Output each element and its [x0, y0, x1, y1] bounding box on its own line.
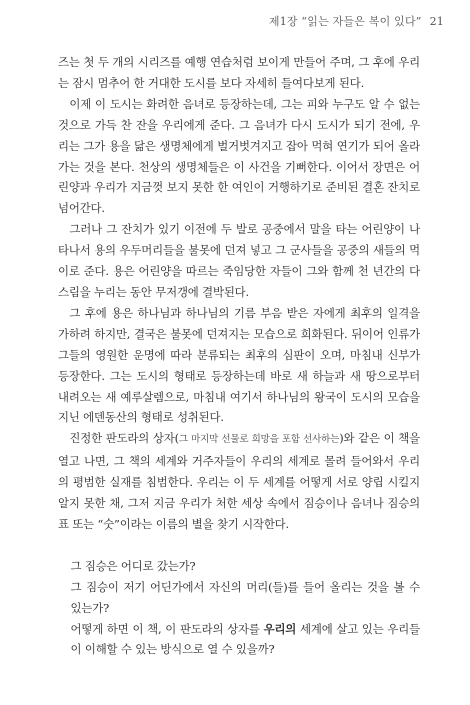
- running-header: [269, 13, 444, 29]
- paragraph-5: [58, 428, 420, 535]
- paragraph-3: 그러나 그 잔치가 있기 이전에 두 발로 공중에서 말을 타는 어린양이 나타나서 용의 우두머리들을 불못에 던져 넣고 그 군사들을 공중의 새들의 먹이로 준다. 용은 어린양을 따르는 죽임당한 자들이 그와 함께 천 년간의 다스림을 누리는 동안 무저갱에 결박된다.: [58, 222, 420, 299]
- paragraph-4: 그 후에 용은 하나님과 하나님의 기름 부음 받은 자에게 최후의 일격을 가하려 하지만, 결국은 불못에 던져지는 모습으로 희화된다. 뒤이어 인류가 그들의 영원한 운명에 따라 분류되는 최후의 심판이 오며, 마침내 신부가 등장한다. 그는 도시의 형태로 등장하는데 바로 새 하늘과 새 땅으로부터 내려오는 새 예루살렘으로, 마침내 여기서 하나님의 왕국이 도시의 모습을 지닌 에덴동산의 형태로 성취된다.: [58, 305, 420, 425]
- question-3-start: 어떻게 하면 이 책, 이 판도라의 상자를: [70, 621, 264, 636]
- question-2: 그 짐승이 저기 어딘가에서 자신의 머리(들)를 들어 올리는 것을 볼 수 있는가?: [70, 579, 420, 615]
- body-text: [58, 52, 420, 660]
- question-3-emphasis: 우리의: [263, 621, 297, 636]
- pandora-aside: 그 마지막 선물로 희망을 포함 선사하는: [178, 434, 340, 446]
- pandora-text-end: )와 같은 이 책을 열고 나면, 그 책의 세계와 거주자들이 우리의 세계로 몰려 들어와서 우리의 평범한 실재를 침범한다. 우리는 이 두 세계를 어떻게 서로 양립 시킬지 알지 못한 채, 그저 지금 우리가 처한 세상 속에서 짐승이나 음녀나 짐승의 표 또는 “숫”이라는 이름의 별을 찾기 시작한다.: [58, 431, 420, 531]
- paragraph-1: 즈는 첫 두 개의 시리즈를 예행 연습처럼 보이게 만들어 주며, 그 후에 우리는 잠시 멈추어 한 거대한 도시를 보다 자세히 들여다보게 된다.: [58, 55, 420, 90]
- paragraph-2: 이제 이 도시는 화려한 음녀로 등장하는데, 그는 피와 누구도 알 수 없는 것으로 가득 찬 잔을 우리에게 준다. 그 음녀가 다시 도시가 되기 전에, 우리는 그가 용을 닮은 생명체에게 벌거벗겨지고 잡아 먹혀 연기가 되어 올라가는 것을 본다. 천상의 생명체들은 이 사건을 기뻐한다. 이어서 장면은 어린양과 우리가 지금껏 보지 못한 한 여인이 거행하기로 준비된 결혼 잔치로 넘어간다.: [58, 96, 420, 216]
- question-3: [58, 619, 420, 661]
- chapter-title: 제1장 “읽는 자들은 복이 있다”: [268, 15, 422, 28]
- question-list: [58, 556, 420, 661]
- question-1: 그 짐승은 어디로 갔는가?: [70, 558, 196, 573]
- pandora-text-start: 진정한 판도라의 상자(: [69, 431, 179, 446]
- question-3-end: 세계에 살고 있는 우리들이 이해할 수 있는 방식으로 열 수 있을까?: [70, 621, 420, 657]
- page-number: 21: [429, 15, 444, 28]
